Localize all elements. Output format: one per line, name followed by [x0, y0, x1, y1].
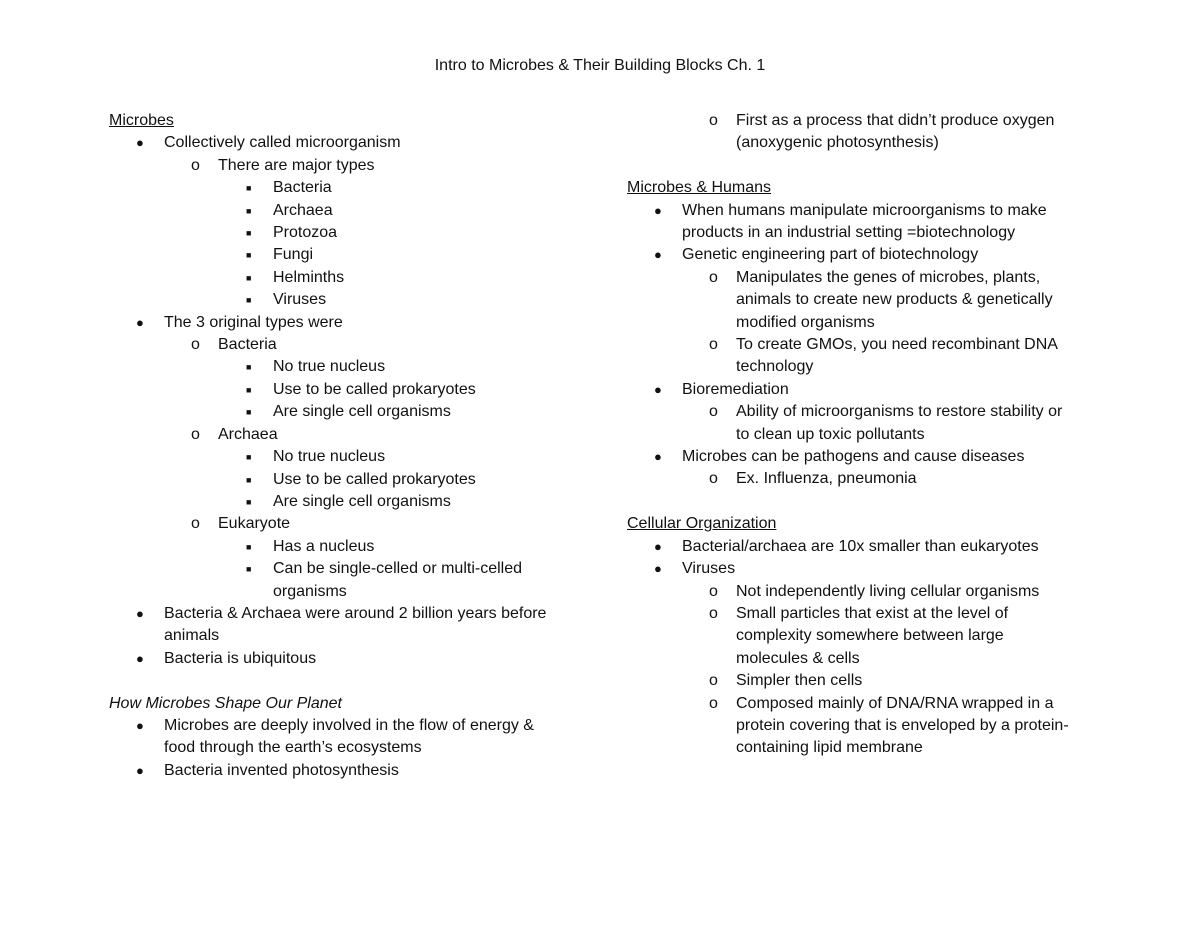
bullet-square-icon: ■: [246, 564, 252, 575]
list-item-continuation: containing lipid membrane: [736, 739, 923, 757]
list-item: ● Bacteria is ubiquitous: [109, 648, 579, 670]
bullet-circle-icon: o: [191, 425, 200, 443]
list-item: ■ Bacteria: [109, 177, 579, 199]
bullet-square-icon: ■: [246, 474, 252, 485]
list-item: ■ Can be single-celled or multi-celled: [109, 558, 579, 580]
bullet-circle-icon: o: [709, 403, 718, 421]
list-item: o Archaea: [109, 424, 579, 446]
list-item: o Ex. Influenza, pneumonia: [627, 468, 1107, 490]
list-item: ■ No true nucleus: [109, 356, 579, 378]
list-item: o Not independently living cellular organisms: [627, 581, 1107, 603]
bullet-square-icon: ■: [246, 183, 252, 194]
bullet-dot-icon: ●: [654, 538, 662, 554]
page-title: Intro to Microbes & Their Building Blocks Ch. 1: [434, 57, 766, 74]
section-heading-planet: How Microbes Shape Our Planet: [109, 694, 342, 712]
list-item: ● Microbes are deeply involved in the flow of energy &: [109, 715, 579, 737]
list-item-continuation: to clean up toxic pollutants: [736, 425, 925, 443]
bullet-square-icon: ■: [246, 228, 252, 239]
bullet-circle-icon: o: [709, 604, 718, 622]
list-item: ■ Has a nucleus: [109, 536, 579, 558]
list-item: ■ Helminths: [109, 267, 579, 289]
list-item: ■ Viruses: [109, 289, 579, 311]
list-item: ● The 3 original types were: [109, 312, 579, 334]
list-item-continuation: molecules & cells: [736, 649, 860, 667]
list-item: o Simpler then cells: [627, 670, 1107, 692]
bullet-square-icon: ■: [246, 452, 252, 463]
list-item-continuation: animals to create new products & genetically: [736, 291, 1053, 309]
list-item: ● Bacterial/archaea are 10x smaller than eukaryotes: [627, 536, 1107, 558]
bullet-dot-icon: ●: [136, 717, 144, 733]
list-item: ● Bacteria invented photosynthesis: [109, 760, 579, 782]
list-item-continuation: complexity somewhere between large: [736, 627, 1004, 645]
left-column: [109, 110, 579, 782]
bullet-circle-icon: o: [709, 582, 718, 600]
list-item-continuation: (anoxygenic photosynthesis): [736, 134, 939, 152]
list-item: o To create GMOs, you need recombinant DNA: [627, 334, 1107, 356]
list-item: ■ Fungi: [109, 244, 579, 266]
list-item: ● Bacteria & Archaea were around 2 billion years before: [109, 603, 579, 625]
list-item: ■ Are single cell organisms: [109, 401, 579, 423]
bullet-dot-icon: ●: [136, 135, 144, 151]
list-item: ● When humans manipulate microorganisms to make: [627, 200, 1107, 222]
bullet-square-icon: ■: [246, 205, 252, 216]
list-item: o Manipulates the genes of microbes, plants,: [627, 267, 1107, 289]
bullet-circle-icon: o: [709, 672, 718, 690]
bullet-square-icon: ■: [246, 250, 252, 261]
list-item-continuation: animals: [164, 627, 220, 645]
list-item: ■ Use to be called prokaryotes: [109, 379, 579, 401]
bullet-dot-icon: ●: [654, 381, 662, 397]
bullet-circle-icon: o: [709, 336, 718, 354]
list-item-continuation: technology: [736, 358, 814, 376]
bullet-square-icon: ■: [246, 407, 252, 418]
bullet-square-icon: ■: [246, 496, 252, 507]
list-item: ● Microbes can be pathogens and cause diseases: [627, 446, 1107, 468]
bullet-square-icon: ■: [246, 384, 252, 395]
list-item: ■ Use to be called prokaryotes: [109, 469, 579, 491]
list-item: o Eukaryote: [109, 513, 579, 535]
list-item: o Small particles that exist at the level of: [627, 603, 1107, 625]
list-item: ● Bioremediation: [627, 379, 1107, 401]
bullet-circle-icon: o: [709, 268, 718, 286]
list-item: ● Collectively called microorganism: [109, 132, 579, 154]
list-item-continuation: protein covering that is enveloped by a protein-: [736, 716, 1069, 734]
bullet-circle-icon: o: [191, 336, 200, 354]
bullet-dot-icon: ●: [136, 314, 144, 330]
list-item: ● Genetic engineering part of biotechnology: [627, 244, 1107, 266]
section-heading-microbes: Microbes: [109, 112, 174, 129]
section-heading-humans: Microbes & Humans: [627, 179, 772, 197]
bullet-dot-icon: ●: [654, 202, 662, 218]
bullet-dot-icon: ●: [136, 650, 144, 666]
list-item-continuation: modified organisms: [736, 313, 875, 331]
bullet-square-icon: ■: [246, 362, 252, 373]
list-item: ■ Are single cell organisms: [109, 491, 579, 513]
right-column: [627, 110, 1107, 760]
list-item: o There are major types: [109, 155, 579, 177]
list-item: ● Viruses: [627, 558, 1107, 580]
bullet-dot-icon: ●: [654, 561, 662, 577]
bullet-square-icon: ■: [246, 295, 252, 306]
list-item: o Composed mainly of DNA/RNA wrapped in a: [627, 693, 1107, 715]
bullet-dot-icon: ●: [136, 605, 144, 621]
bullet-dot-icon: ●: [654, 247, 662, 263]
bullet-square-icon: ■: [246, 541, 252, 552]
list-item: o First as a process that didn’t produce oxygen: [627, 110, 1107, 132]
list-item-continuation: organisms: [273, 582, 347, 600]
bullet-square-icon: ■: [246, 272, 252, 283]
list-item: ■ Protozoa: [109, 222, 579, 244]
bullet-circle-icon: o: [191, 156, 200, 174]
section-heading-cellular: Cellular Organization: [627, 515, 777, 533]
bullet-circle-icon: o: [709, 112, 718, 129]
bullet-circle-icon: o: [191, 515, 200, 533]
list-item: ■ No true nucleus: [109, 446, 579, 468]
list-item-continuation: food through the earth’s ecosystems: [164, 739, 422, 757]
list-item-continuation: products in an industrial setting =biotechnology: [682, 224, 1016, 242]
bullet-dot-icon: ●: [654, 449, 662, 465]
bullet-dot-icon: ●: [136, 762, 144, 778]
list-item: ■ Archaea: [109, 200, 579, 222]
bullet-circle-icon: o: [709, 470, 718, 488]
list-item: o Ability of microorganisms to restore stability or: [627, 401, 1107, 423]
bullet-circle-icon: o: [709, 694, 718, 712]
list-item: o Bacteria: [109, 334, 579, 356]
